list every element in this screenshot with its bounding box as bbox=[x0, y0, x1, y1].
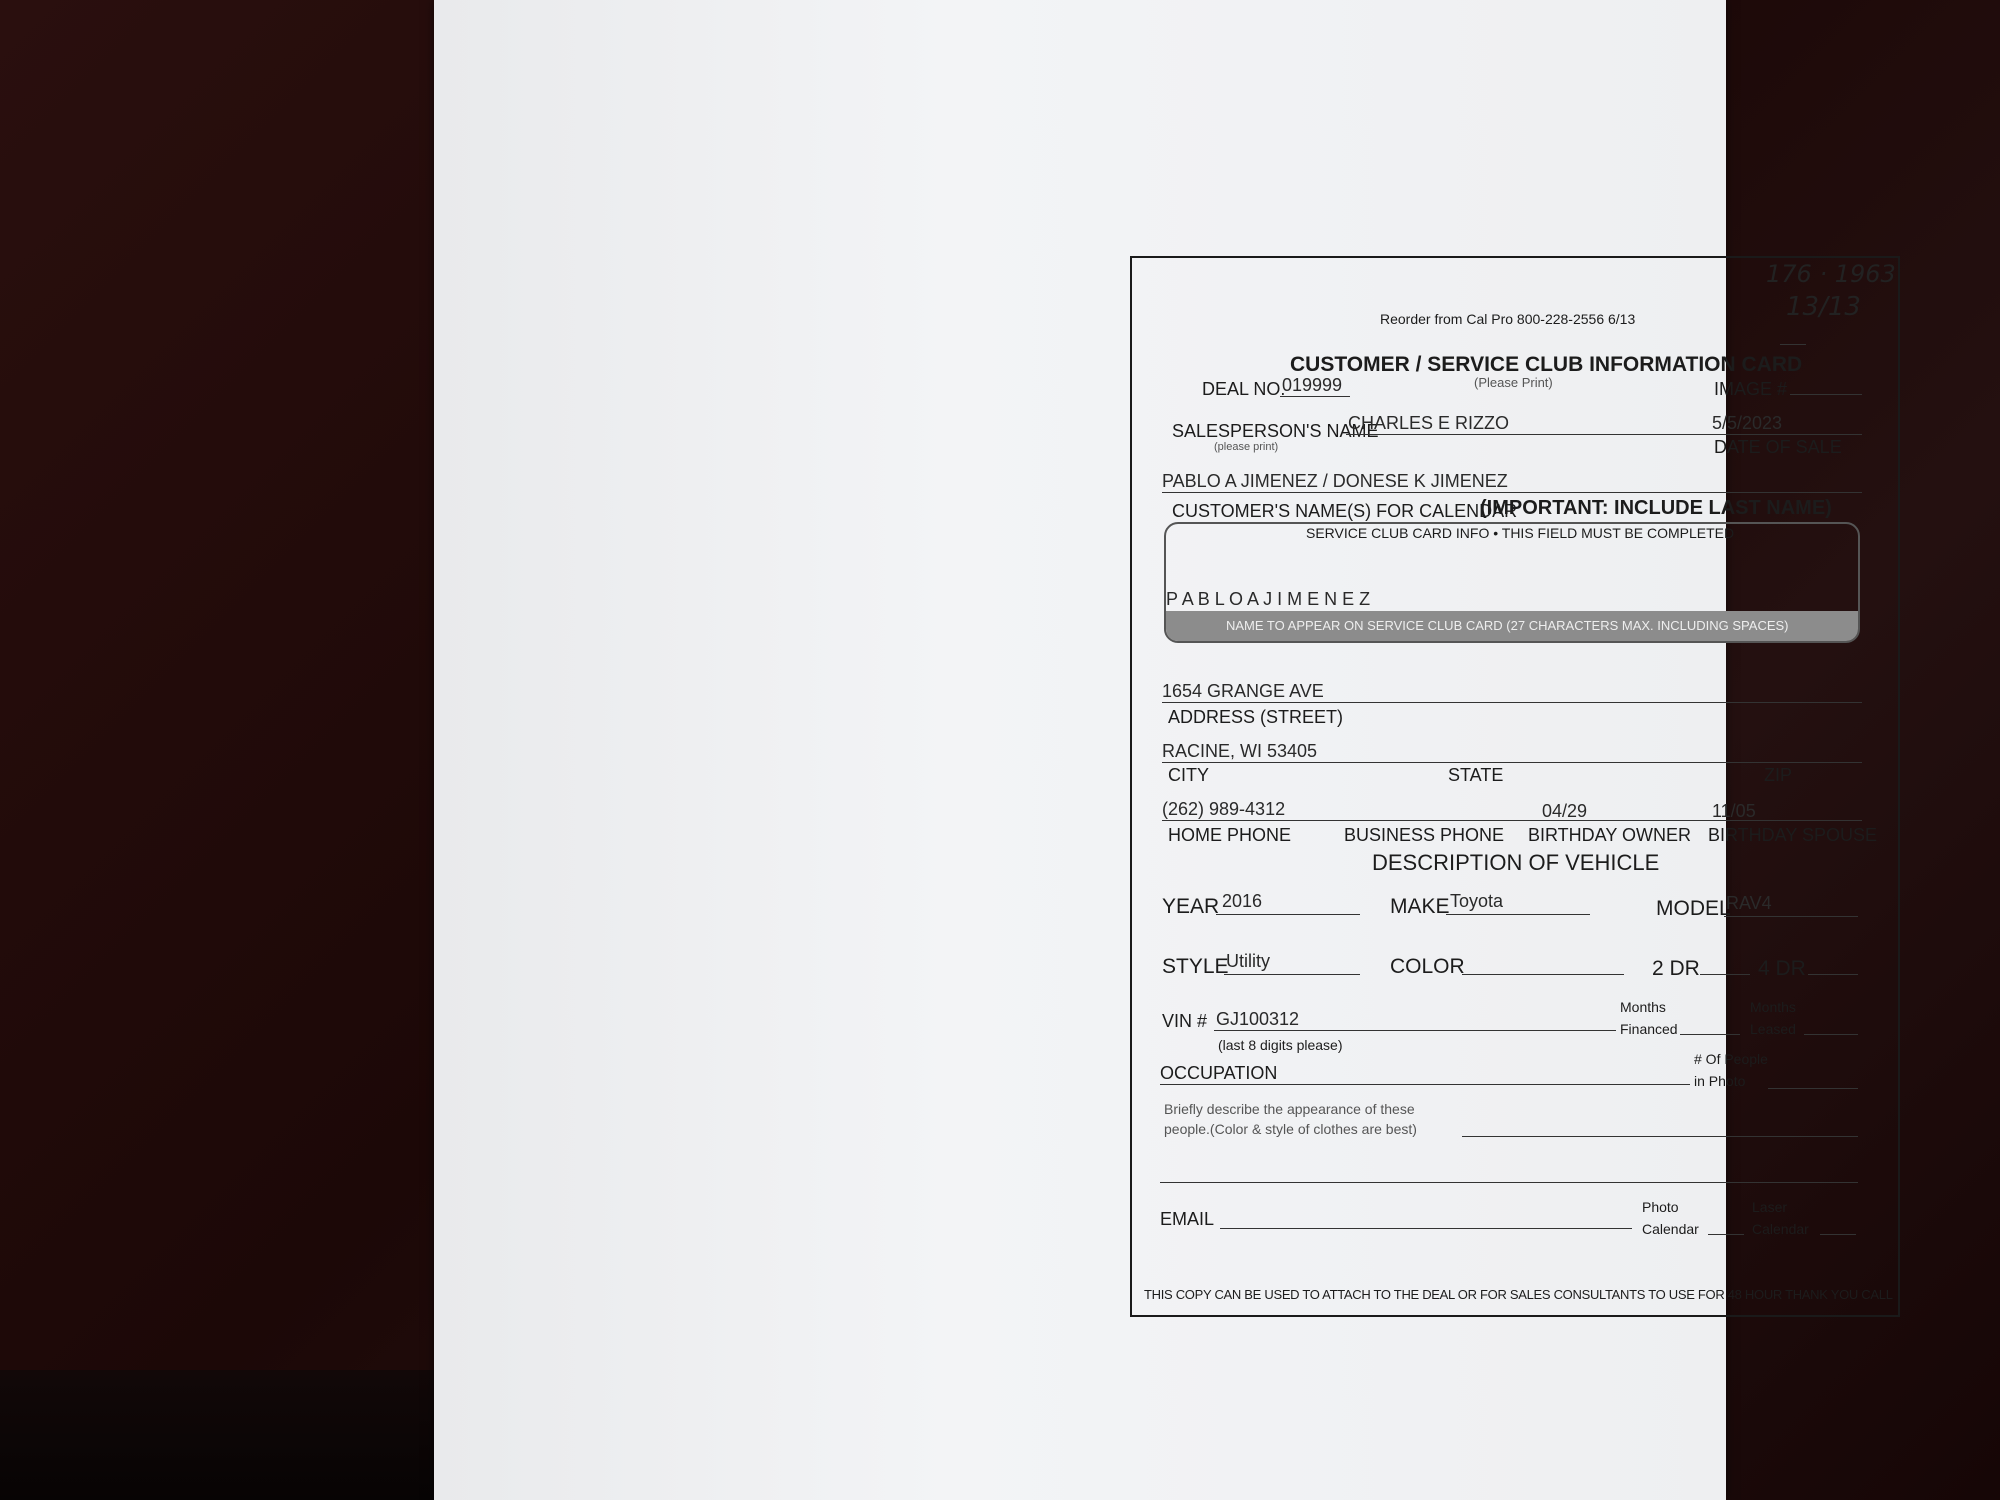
club-name-value: P A B L O A J I M E N E Z bbox=[1166, 589, 1371, 609]
birthday-owner-value: 04/29 bbox=[1542, 801, 1588, 821]
deal-no-line bbox=[1280, 396, 1350, 397]
months-leased-label-2: Leased bbox=[1750, 1021, 1796, 1037]
months-leased-label-1: Months bbox=[1750, 999, 1796, 1015]
customer-info-card bbox=[1130, 256, 1900, 1317]
card-title: CUSTOMER / SERVICE CLUB INFORMATION CARD bbox=[1290, 353, 1803, 376]
date-of-sale-value: 5/5/2023 bbox=[1712, 413, 1783, 433]
email-label: EMAIL bbox=[1160, 1209, 1215, 1229]
vin-value: GJ100312 bbox=[1216, 1009, 1300, 1029]
make-label: MAKE bbox=[1390, 895, 1450, 918]
year-label: YEAR bbox=[1162, 895, 1220, 918]
please-print-note: (Please Print) bbox=[1474, 375, 1553, 390]
people-in-photo-line bbox=[1768, 1088, 1858, 1089]
laser-calendar-label-2: Calendar bbox=[1752, 1221, 1809, 1237]
two-door-label: 2 DR bbox=[1652, 957, 1700, 980]
club-name-bar bbox=[1166, 611, 1858, 641]
describe-text-1: Briefly describe the appearance of these bbox=[1164, 1101, 1415, 1117]
zip-label: ZIP bbox=[1764, 765, 1793, 785]
email-line bbox=[1220, 1228, 1632, 1229]
describe-line-1 bbox=[1462, 1136, 1858, 1137]
months-financed-label-1: Months bbox=[1620, 999, 1666, 1015]
salesperson-line bbox=[1346, 434, 1862, 435]
address-line bbox=[1162, 702, 1862, 703]
salesperson-value: CHARLES E RIZZO bbox=[1348, 413, 1510, 433]
handwritten-fraction: 13/13 bbox=[1786, 292, 1861, 322]
birthday-spouse-value: 11/05 bbox=[1712, 801, 1756, 821]
color-label: COLOR bbox=[1390, 955, 1465, 978]
laser-calendar-label-1: Laser bbox=[1752, 1199, 1788, 1215]
footer-note: THIS COPY CAN BE USED TO ATTACH TO THE DEAL OR FOR SALES CONSULTANTS TO USE FOR 48 HOUR THANK YOU CALL bbox=[1144, 1287, 1893, 1302]
model-line bbox=[1724, 916, 1858, 917]
service-club-box bbox=[1164, 522, 1860, 643]
describe-line-2 bbox=[1160, 1182, 1858, 1183]
occupation-label: OCCUPATION bbox=[1160, 1063, 1278, 1083]
describe-text-2: people.(Color & style of clothes are best) bbox=[1164, 1121, 1417, 1137]
handwritten-number: 176 · 1963 bbox=[1766, 260, 1896, 288]
customer-names-line bbox=[1162, 492, 1862, 493]
people-in-photo-label-2: in Photo bbox=[1694, 1073, 1746, 1089]
city-value: RACINE, WI 53405 bbox=[1162, 741, 1318, 761]
four-door-label: 4 DR bbox=[1758, 957, 1806, 980]
financed-line bbox=[1680, 1034, 1740, 1035]
vin-sub: (last 8 digits please) bbox=[1218, 1037, 1343, 1053]
birthday-owner-label: BIRTHDAY OWNER bbox=[1528, 825, 1692, 845]
salesperson-sub: (please print) bbox=[1214, 441, 1279, 453]
business-phone-label: BUSINESS PHONE bbox=[1344, 825, 1505, 845]
two-door-line bbox=[1700, 974, 1750, 975]
image-line bbox=[1790, 394, 1862, 395]
table-surface bbox=[0, 1370, 440, 1500]
address-label: ADDRESS (STREET) bbox=[1168, 707, 1344, 727]
paper-sheet bbox=[434, 0, 1896, 1500]
vehicle-heading: DESCRIPTION OF VEHICLE bbox=[1372, 850, 1660, 875]
salesperson-label: SALESPERSON'S NAME bbox=[1172, 421, 1379, 441]
model-value: RAV4 bbox=[1726, 893, 1772, 913]
city-line bbox=[1162, 762, 1862, 763]
photo-calendar-label-2: Calendar bbox=[1642, 1221, 1699, 1237]
people-in-photo-label-1: # Of People bbox=[1694, 1051, 1768, 1067]
style-label: STYLE bbox=[1162, 955, 1229, 978]
city-label: CITY bbox=[1168, 765, 1210, 785]
home-phone-value: (262) 989-4312 bbox=[1162, 799, 1286, 819]
vin-line bbox=[1214, 1030, 1616, 1031]
photo-calendar-line bbox=[1708, 1234, 1744, 1235]
home-phone-label: HOME PHONE bbox=[1168, 825, 1292, 845]
handwritten-dash bbox=[1780, 344, 1806, 345]
year-value: 2016 bbox=[1222, 891, 1263, 911]
state-label: STATE bbox=[1448, 765, 1504, 785]
color-line bbox=[1462, 974, 1624, 975]
year-line bbox=[1216, 914, 1360, 915]
occupation-line bbox=[1160, 1084, 1690, 1085]
customer-names-label: CUSTOMER'S NAME(S) FOR CALENDAR bbox=[1172, 501, 1518, 521]
birthday-spouse-label: BIRTHDAY SPOUSE bbox=[1708, 825, 1878, 845]
club-info-label: SERVICE CLUB CARD INFO • THIS FIELD MUST BE COMPLETED bbox=[1306, 525, 1735, 541]
months-financed-label-2: Financed bbox=[1620, 1021, 1678, 1037]
customer-names-value: PABLO A JIMENEZ / DONESE K JIMENEZ bbox=[1162, 471, 1508, 491]
deal-no-label: DEAL NO. bbox=[1202, 379, 1286, 399]
photo-calendar-label-1: Photo bbox=[1642, 1199, 1679, 1215]
date-of-sale-label: DATE OF SALE bbox=[1714, 437, 1842, 457]
reorder-text: Reorder from Cal Pro 800-228-2556 6/13 bbox=[1380, 311, 1636, 327]
style-value: Utility bbox=[1226, 951, 1270, 971]
style-line bbox=[1224, 974, 1360, 975]
phone-line bbox=[1162, 820, 1862, 821]
image-label: IMAGE # bbox=[1714, 379, 1788, 399]
leased-line bbox=[1804, 1034, 1858, 1035]
important-note: (IMPORTANT: INCLUDE LAST NAME) bbox=[1480, 497, 1832, 519]
vin-label: VIN # bbox=[1162, 1011, 1208, 1031]
address-value: 1654 GRANGE AVE bbox=[1162, 681, 1324, 701]
make-line bbox=[1446, 914, 1590, 915]
make-value: Toyota bbox=[1450, 891, 1504, 911]
deal-no-value: 019999 bbox=[1282, 375, 1343, 395]
club-bar-text: NAME TO APPEAR ON SERVICE CLUB CARD (27 CHARACTERS MAX. INCLUDING SPACES) bbox=[1226, 618, 1789, 633]
model-label: MODEL bbox=[1656, 897, 1731, 920]
four-door-line bbox=[1808, 974, 1858, 975]
laser-calendar-line bbox=[1820, 1234, 1856, 1235]
